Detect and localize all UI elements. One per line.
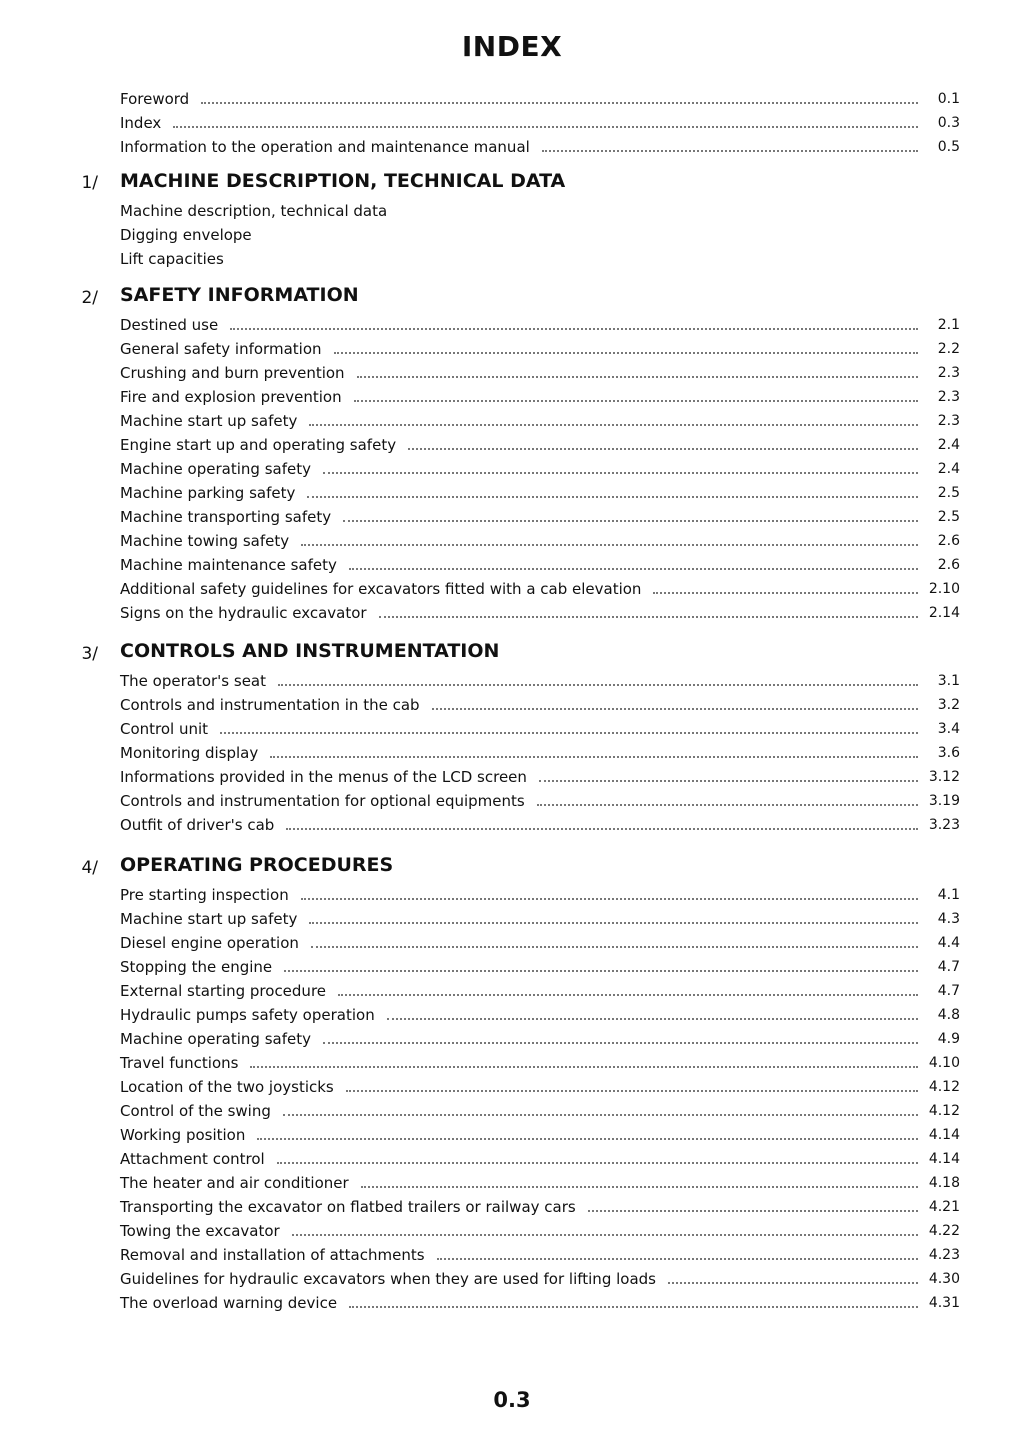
dot-leader — [301, 544, 918, 546]
toc-entry — [120, 478, 960, 502]
toc-entry-page: 2.14 — [928, 605, 960, 621]
toc-entry-page: 0.3 — [937, 115, 960, 131]
dot-leader — [292, 1234, 918, 1236]
toc-entry — [120, 762, 960, 786]
toc-entry-page: 2.3 — [937, 389, 960, 405]
toc-entry-label: Working position — [120, 1126, 246, 1144]
toc-entry — [120, 84, 960, 108]
toc-entry — [120, 1048, 960, 1072]
toc-entry-page: 4.21 — [928, 1199, 960, 1215]
toc-entry-page: 3.19 — [928, 793, 960, 809]
toc-entry-label: Travel functions — [120, 1054, 239, 1072]
toc-entry — [120, 526, 960, 550]
toc-entry-label: Destined use — [120, 316, 219, 334]
section-title: MACHINE DESCRIPTION, TECHNICAL DATA — [120, 170, 566, 192]
dot-leader — [338, 994, 918, 996]
toc-entry-page: 0.5 — [937, 139, 960, 155]
toc-entry-page: 4.7 — [937, 959, 960, 975]
toc-entry — [120, 1144, 960, 1168]
dot-leader — [323, 472, 918, 474]
toc-entry-page: 2.6 — [937, 533, 960, 549]
toc-entry-label: Controls and instrumentation for optional equipments — [120, 792, 525, 810]
toc-entry-label: Location of the two joysticks — [120, 1078, 334, 1096]
toc-entry — [120, 132, 960, 156]
dot-leader — [201, 102, 918, 104]
section-number: 3/ — [81, 644, 98, 664]
dot-leader — [284, 970, 918, 972]
toc-entry-page: 2.1 — [937, 317, 960, 333]
toc-entry-label: Control of the swing — [120, 1102, 271, 1120]
dot-leader — [309, 922, 918, 924]
toc-entry — [120, 358, 960, 382]
toc-entry-page: 4.18 — [928, 1175, 960, 1191]
toc-entry-page: 3.12 — [928, 769, 960, 785]
toc-entry — [120, 1264, 960, 1288]
toc-entry-page: 3.6 — [937, 745, 960, 761]
toc-entry-label: Towing the excavator — [120, 1222, 280, 1240]
toc-entry — [120, 108, 960, 132]
section-number: 4/ — [81, 858, 98, 878]
toc-entry-label: Foreword — [120, 90, 190, 108]
dot-leader — [539, 780, 918, 782]
toc-entry-page: 4.8 — [937, 1007, 960, 1023]
toc-entry — [120, 880, 960, 904]
toc-entry — [120, 1168, 960, 1192]
toc-entry-page: 4.12 — [928, 1103, 960, 1119]
toc-entry-label: External starting procedure — [120, 982, 327, 1000]
toc-entry-label: Machine description, technical data — [120, 202, 388, 220]
toc-entry — [120, 904, 960, 928]
toc-entry — [120, 666, 960, 690]
section-number: 1/ — [81, 173, 98, 193]
toc-entry-page: 3.23 — [928, 817, 960, 833]
toc-entry — [120, 952, 960, 976]
toc-entry — [120, 738, 960, 762]
toc-entry-page: 2.5 — [937, 485, 960, 501]
toc-entry — [120, 310, 960, 334]
dot-leader — [230, 328, 918, 330]
toc-entry — [120, 430, 960, 454]
toc-entry-label: Index — [120, 114, 162, 132]
dot-leader — [588, 1210, 918, 1212]
toc-entry-label: Crushing and burn prevention — [120, 364, 345, 382]
dot-leader — [283, 1114, 918, 1116]
toc-entry — [120, 1216, 960, 1240]
toc-entry-page: 4.12 — [928, 1079, 960, 1095]
toc-entry — [120, 1072, 960, 1096]
toc-entry-label: Hydraulic pumps safety operation — [120, 1006, 375, 1024]
toc-entry-page: 4.23 — [928, 1247, 960, 1263]
section-title: CONTROLS AND INSTRUMENTATION — [120, 640, 500, 662]
toc-entry — [120, 976, 960, 1000]
toc-entry-page: 2.6 — [937, 557, 960, 573]
toc-entry — [120, 574, 960, 598]
page-title: INDEX — [461, 30, 563, 63]
toc-entry-label: Digging envelope — [120, 226, 252, 244]
toc-entry-page: 4.22 — [928, 1223, 960, 1239]
toc-entry-page: 4.10 — [928, 1055, 960, 1071]
toc-entry-label: Stopping the engine — [120, 958, 273, 976]
toc-entry-page: 2.4 — [937, 437, 960, 453]
toc-entry — [120, 334, 960, 358]
toc-entry-page: 4.31 — [928, 1295, 960, 1311]
toc-entry — [120, 1120, 960, 1144]
toc-entry-page: 3.4 — [937, 721, 960, 737]
toc-entry — [120, 1288, 960, 1312]
toc-entry-label: Machine towing safety — [120, 532, 290, 550]
toc-entry-page: 3.2 — [937, 697, 960, 713]
toc-entry — [120, 1192, 960, 1216]
toc-entry-label: The heater and air conditioner — [120, 1174, 349, 1192]
page-number: 0.3 — [493, 1388, 531, 1412]
toc-entry — [120, 382, 960, 406]
toc-entry-page: 4.7 — [937, 983, 960, 999]
toc-entry-label: Machine maintenance safety — [120, 556, 337, 574]
toc-entry — [120, 1024, 960, 1048]
toc-entry-label: The overload warning device — [120, 1294, 338, 1312]
toc-entry — [120, 1240, 960, 1264]
toc-entry-page: 4.1 — [937, 887, 960, 903]
toc-entry-label: Machine transporting safety — [120, 508, 332, 526]
toc-entry-label: Informations provided in the menus of the LCD screen — [120, 768, 527, 786]
toc-entry — [120, 1000, 960, 1024]
toc-entry-page: 2.5 — [937, 509, 960, 525]
section-title: OPERATING PROCEDURES — [120, 854, 394, 876]
toc-entry-label: Removal and installation of attachments — [120, 1246, 425, 1264]
dot-leader — [307, 496, 918, 498]
section-number: 2/ — [81, 288, 98, 308]
toc-entry — [120, 502, 960, 526]
toc-entry-label: Lift capacities — [120, 250, 224, 268]
toc-entry — [120, 406, 960, 430]
dot-leader — [387, 1018, 918, 1020]
toc-entry-page: 4.30 — [928, 1271, 960, 1287]
toc-entry-label: Controls and instrumentation in the cab — [120, 696, 420, 714]
toc-entry-label: General safety information — [120, 340, 322, 358]
toc-entry-label: Fire and explosion prevention — [120, 388, 342, 406]
toc-entry-label: Monitoring display — [120, 744, 259, 762]
toc-entry-label: Machine operating safety — [120, 1030, 311, 1048]
toc-entry-label: The operator's seat — [120, 672, 267, 690]
dot-leader — [173, 126, 918, 128]
toc-entry-label: Signs on the hydraulic excavator — [120, 604, 367, 622]
toc-entry-page: 2.4 — [937, 461, 960, 477]
toc-entry — [120, 714, 960, 738]
toc-entry-page: 3.1 — [937, 673, 960, 689]
dot-leader — [343, 520, 918, 522]
toc-entry-label: Outfit of driver's cab — [120, 816, 275, 834]
toc-entry-page: 2.2 — [937, 341, 960, 357]
section-title: SAFETY INFORMATION — [120, 284, 359, 306]
toc-entry-label: Machine parking safety — [120, 484, 296, 502]
toc-entry — [120, 598, 960, 622]
toc-entry-page: 2.10 — [928, 581, 960, 597]
toc-entry-label: Machine start up safety — [120, 412, 298, 430]
dot-leader — [277, 1162, 918, 1164]
dot-leader — [220, 732, 918, 734]
dot-leader — [311, 946, 918, 948]
toc-entry-label: Guidelines for hydraulic excavators when they are used for lifting loads — [120, 1270, 656, 1288]
dot-leader — [334, 352, 919, 354]
dot-leader — [432, 708, 918, 710]
dot-leader — [542, 150, 918, 152]
dot-leader — [653, 592, 918, 594]
toc-entry — [120, 928, 960, 952]
dot-leader — [301, 898, 918, 900]
dot-leader — [323, 1042, 918, 1044]
toc-entry-page: 4.4 — [937, 935, 960, 951]
toc-entry-label: Control unit — [120, 720, 209, 738]
toc-entry-label: Machine start up safety — [120, 910, 298, 928]
toc-entry — [120, 786, 960, 810]
dot-leader — [278, 684, 918, 686]
dot-leader — [354, 400, 918, 402]
toc-entry-label: Additional safety guidelines for excavators fitted with a cab elevation — [120, 580, 642, 598]
dot-leader — [357, 376, 918, 378]
dot-leader — [250, 1066, 918, 1068]
toc-entry-label: Engine start up and operating safety — [120, 436, 397, 454]
dot-leader — [537, 804, 918, 806]
toc-entry-page: 0.1 — [937, 91, 960, 107]
dot-leader — [286, 828, 918, 830]
toc-entry — [120, 550, 960, 574]
toc-entry — [120, 690, 960, 714]
toc-entry-page: 4.14 — [928, 1151, 960, 1167]
toc-entry — [120, 810, 960, 834]
toc-entry-label: Machine operating safety — [120, 460, 311, 478]
dot-leader — [270, 756, 918, 758]
toc-entry-page: 2.3 — [937, 413, 960, 429]
dot-leader — [437, 1258, 918, 1260]
dot-leader — [309, 424, 918, 426]
toc-entry-label: Diesel engine operation — [120, 934, 299, 952]
dot-leader — [379, 616, 918, 618]
toc-entry-label: Pre starting inspection — [120, 886, 289, 904]
dot-leader — [408, 448, 918, 450]
toc-entry-label: Information to the operation and maintenance manual — [120, 138, 530, 156]
dot-leader — [346, 1090, 918, 1092]
toc-entry — [120, 1096, 960, 1120]
dot-leader — [361, 1186, 918, 1188]
toc-entry-page: 4.14 — [928, 1127, 960, 1143]
dot-leader — [257, 1138, 918, 1140]
dot-leader — [349, 568, 918, 570]
toc-entry-label: Transporting the excavator on flatbed trailers or railway cars — [120, 1198, 576, 1216]
toc-entry-page: 4.3 — [937, 911, 960, 927]
toc-entry-label: Attachment control — [120, 1150, 265, 1168]
toc-entry-page: 4.9 — [937, 1031, 960, 1047]
dot-leader — [668, 1282, 918, 1284]
toc-entry — [120, 454, 960, 478]
toc-entry-page: 2.3 — [937, 365, 960, 381]
dot-leader — [349, 1306, 918, 1308]
